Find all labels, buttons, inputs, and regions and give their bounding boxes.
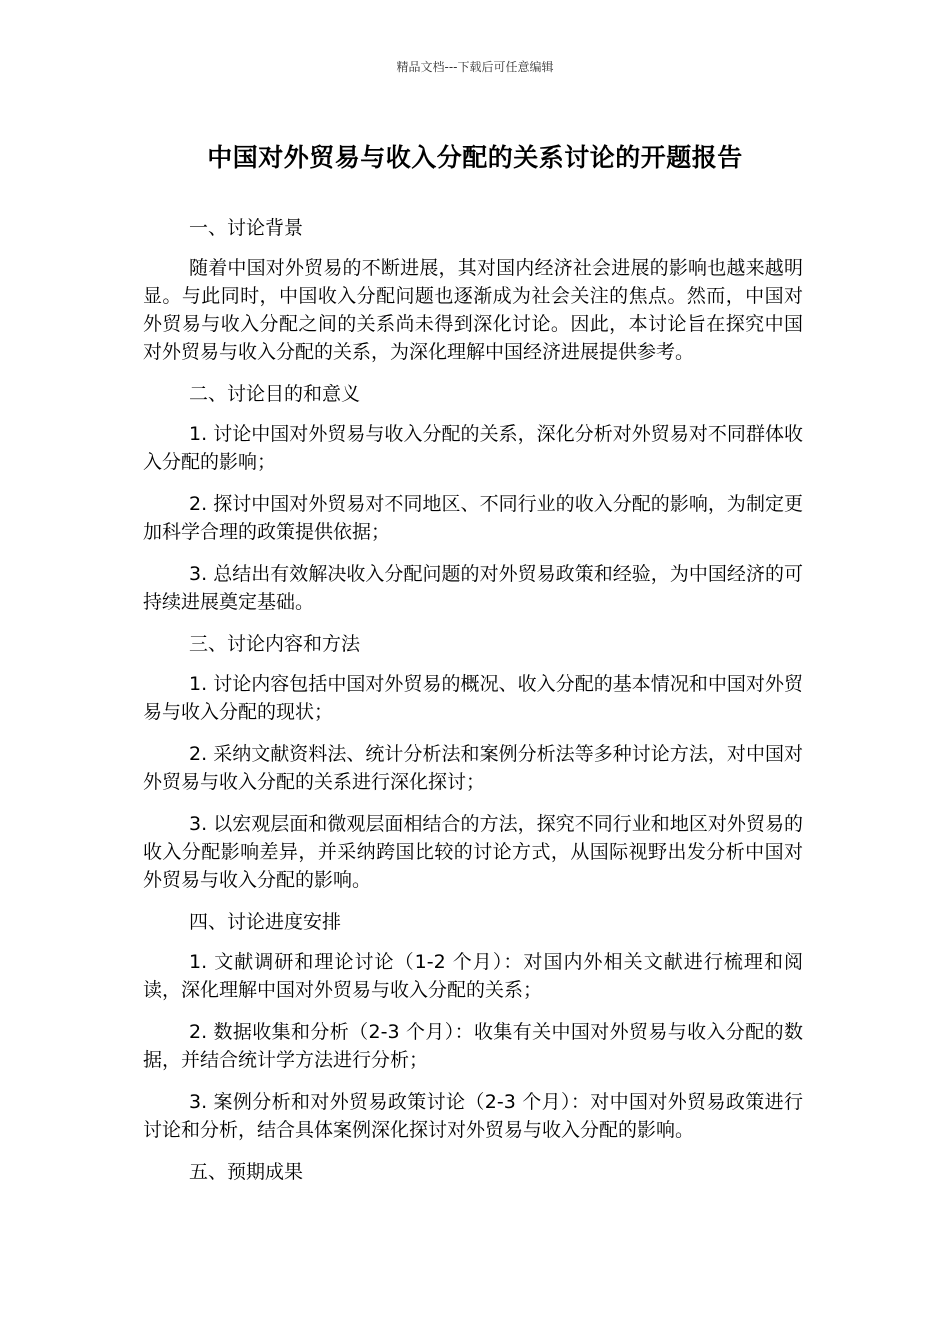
schedule-item-1: 1. 文献调研和理论讨论（1-2 个月）：对国内外相关文献进行梳理和阅读，深化理解中国对外贸易与收入分配的关系； <box>143 951 803 1001</box>
document-title: 中国对外贸易与收入分配的关系讨论的开题报告 <box>207 143 743 172</box>
header-watermark: 精品文档---下载后可任意编辑 <box>396 60 554 74</box>
purpose-item-3: 3. 总结出有效解决收入分配问题的对外贸易政策和经验，为中国经济的可持续进展奠定基础。 <box>143 563 803 613</box>
section-heading-schedule: 四、讨论进度安排 <box>189 911 342 933</box>
section-heading-outcomes: 五、预期成果 <box>189 1161 304 1183</box>
section-heading-content-method: 三、讨论内容和方法 <box>189 633 361 655</box>
purpose-item-2: 2. 探讨中国对外贸易对不同地区、不同行业的收入分配的影响，为制定更加科学合理的政策提供依据； <box>143 493 803 543</box>
schedule-item-2: 2. 数据收集和分析（2-3 个月）：收集有关中国对外贸易与收入分配的数据，并结合统计学方法进行分析； <box>143 1021 803 1071</box>
section-heading-background: 一、讨论背景 <box>189 217 304 239</box>
schedule-item-3: 3. 案例分析和对外贸易政策讨论（2-3 个月）：对中国对外贸易政策进行讨论和分析，结合具体案例深化探讨对外贸易与收入分配的影响。 <box>143 1091 803 1141</box>
section-heading-purpose: 二、讨论目的和意义 <box>189 383 361 405</box>
content-item-3: 3. 以宏观层面和微观层面相结合的方法，探究不同行业和地区对外贸易的收入分配影响差异，并采纳跨国比较的讨论方式，从国际视野出发分析中国对外贸易与收入分配的影响。 <box>143 813 803 891</box>
paragraph-background: 随着中国对外贸易的不断进展，其对国内经济社会进展的影响也越来越明显。与此同时，中国收入分配问题也逐渐成为社会关注的焦点。然而，中国对外贸易与收入分配之间的关系尚未得到深化讨论。因此，本讨论旨在探究中国对外贸易与收入分配的关系，为深化理解中国经济进展提供参考。 <box>143 257 803 363</box>
content-item-1: 1. 讨论内容包括中国对外贸易的概况、收入分配的基本情况和中国对外贸易与收入分配的现状； <box>143 673 803 723</box>
document-body <box>143 214 803 1198</box>
content-item-2: 2. 采纳文献资料法、统计分析法和案例分析法等多种讨论方法，对中国对外贸易与收入分配的关系进行深化探讨； <box>143 743 803 793</box>
purpose-item-1: 1. 讨论中国对外贸易与收入分配的关系，深化分析对外贸易对不同群体收入分配的影响； <box>143 423 803 473</box>
